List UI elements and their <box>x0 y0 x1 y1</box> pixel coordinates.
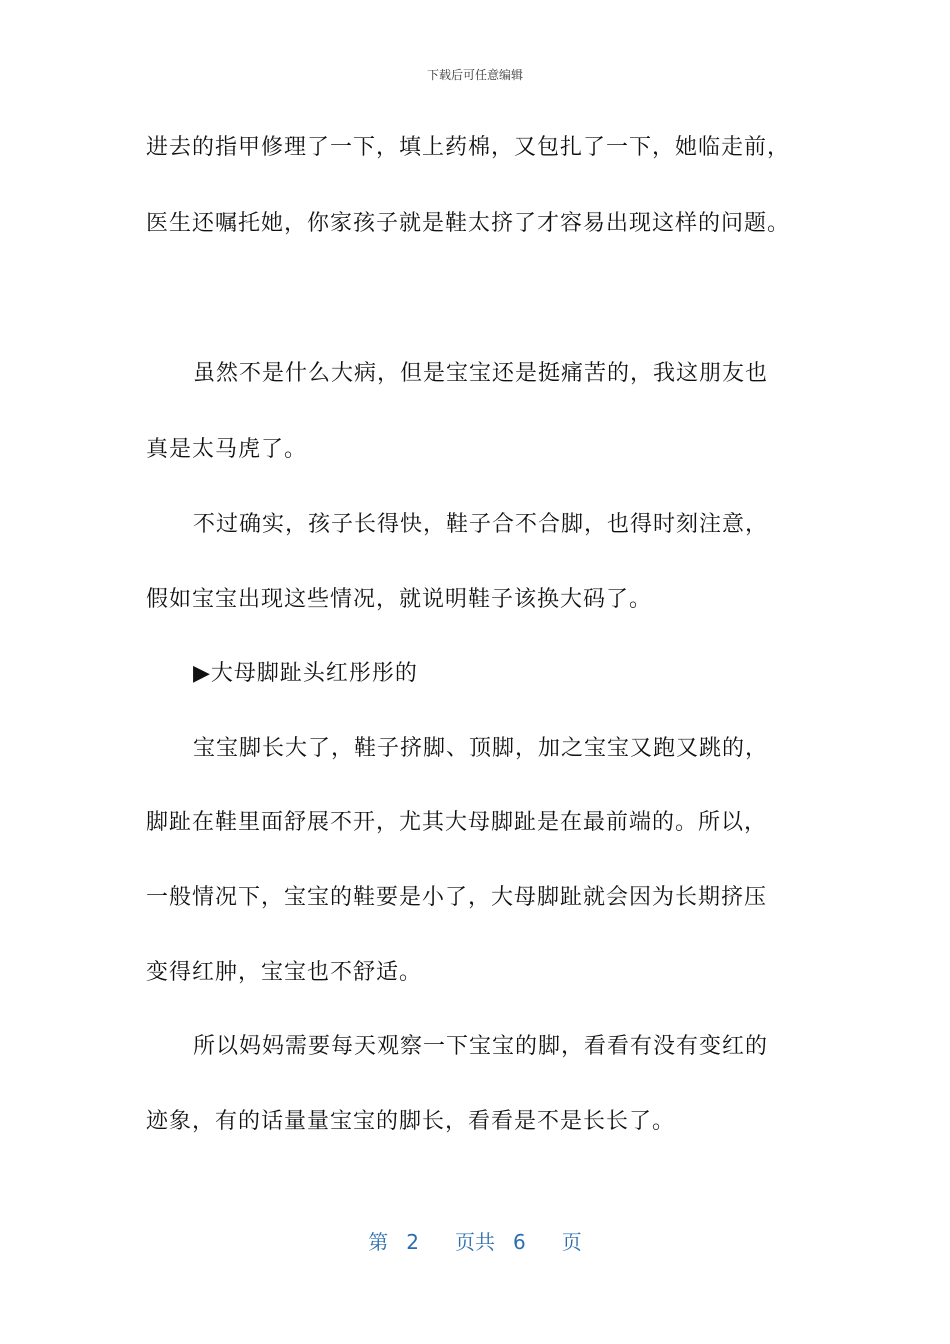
paragraph-line: 迹象，有的话量量宝宝的脚长，看看是不是长长了。 <box>146 1109 676 1134</box>
paragraph-line: 变得红肿，宝宝也不舒适。 <box>146 960 423 985</box>
page-footer <box>0 1226 950 1255</box>
paragraph-line: 脚趾在鞋里面舒展不开，尤其大母脚趾是在最前端的。所以， <box>146 810 768 835</box>
paragraph-line: 真是太马虎了。 <box>146 437 308 462</box>
paragraph-line: 进去的指甲修理了一下，填上药棉，又包扎了一下，她临走前， <box>146 135 791 160</box>
paragraph-line: 医生还嘱托她，你家孩子就是鞋太挤了才容易出现这样的问题。 <box>146 211 791 236</box>
paragraph-line: 一般情况下，宝宝的鞋要是小了，大母脚趾就会因为长期挤压 <box>146 885 768 910</box>
paragraph-line: 所以妈妈需要每天观察一下宝宝的脚，看看有没有变红的 <box>193 1034 769 1059</box>
footer-page-number: 2 <box>406 1230 419 1254</box>
paragraph-line: 宝宝脚长大了，鞋子挤脚、顶脚，加之宝宝又跑又跳的， <box>193 736 769 761</box>
paragraph-line: 虽然不是什么大病，但是宝宝还是挺痛苦的，我这朋友也 <box>193 361 769 386</box>
footer-suffix: 页 <box>561 1230 582 1254</box>
page-header: 下载后可任意编辑 <box>426 68 523 82</box>
paragraph-line: 不过确实，孩子长得快，鞋子合不合脚，也得时刻注意， <box>193 512 769 537</box>
footer-middle: 页共 <box>455 1230 495 1254</box>
section-heading: ▶大母脚趾头红彤彤的 <box>193 661 418 686</box>
footer-total-pages: 6 <box>513 1230 526 1254</box>
paragraph-line: 假如宝宝出现这些情况，就说明鞋子该换大码了。 <box>146 587 653 612</box>
footer-prefix: 第 <box>368 1230 389 1254</box>
